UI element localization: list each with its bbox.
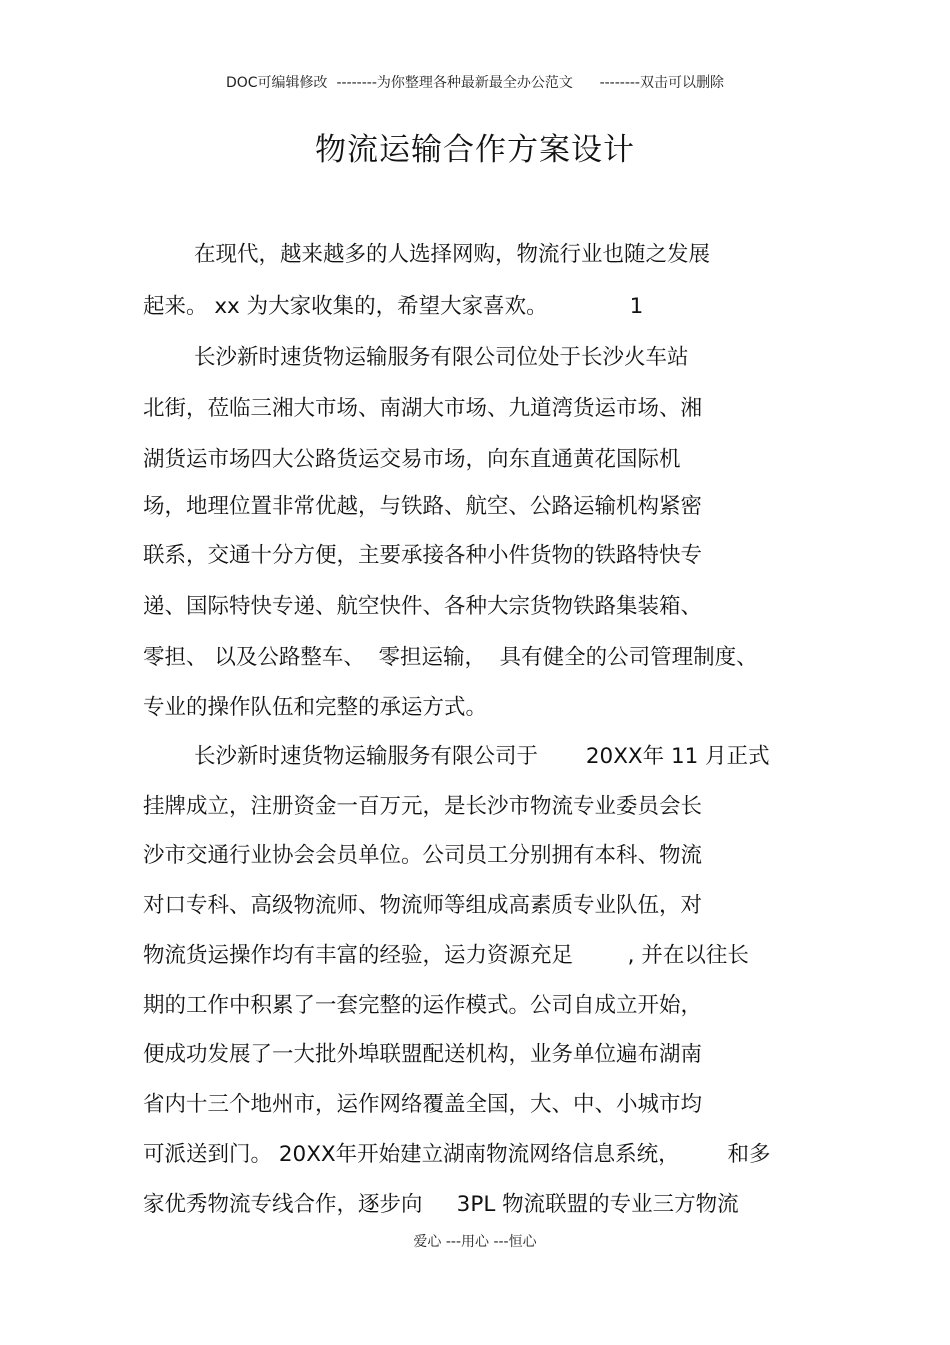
text-line: 递、国际特快专递、航空快件、各种大宗货物铁路集装箱、 [143, 594, 703, 619]
text-line: 对口专科、高级物流师、物流师等组成高素质专业队伍，对 [143, 893, 703, 918]
page-header: DOC可编辑修改 --------为你整理各种最新最全办公范文 --------双击可以删除 [225, 75, 724, 91]
text-line: 专业的操作队伍和完整的承运方式。 [143, 695, 488, 720]
text-line: 家优秀物流专线合作，逐步向 3PL 物流联盟的专业三方物流 [143, 1192, 739, 1217]
text-line: 长沙新时速货物运输服务有限公司于 20XX年 11 月正式 [194, 744, 770, 769]
text-line: 起来。 xx 为大家收集的，希望大家喜欢。 1 [143, 294, 644, 319]
text-line: 联系，交通十分方便，主要承接各种小件货物的铁路特快专 [143, 543, 703, 568]
text-line: 长沙新时速货物运输服务有限公司位处于长沙火车站 [194, 345, 689, 370]
text-line: 湖货运市场四大公路货运交易市场，向东直通黄花国际机 [143, 447, 681, 472]
text-line: 便成功发展了一大批外埠联盟配送机构，业务单位遍布湖南 [143, 1042, 703, 1067]
page-footer: 爱心 ---用心 ---恒心 [413, 1234, 537, 1250]
document-title: 物流运输合作方案设计 [315, 132, 635, 168]
text-line: 场，地理位置非常优越，与铁路、航空、公路运输机构紧密 [143, 494, 703, 519]
text-line: 沙市交通行业协会会员单位。公司员工分别拥有本科、物流 [143, 843, 703, 868]
text-line: 挂牌成立，注册资金一百万元，是长沙市物流专业委员会长 [143, 794, 703, 819]
text-line: 期的工作中积累了一套完整的运作模式。公司自成立开始， [143, 993, 703, 1018]
text-line: 可派送到门。 20XX年开始建立湖南物流网络信息系统， 和多 [143, 1142, 771, 1167]
text-line: 省内十三个地州市，运作网络覆盖全国，大、中、小城市均 [143, 1092, 703, 1117]
text-line: 物流货运操作均有丰富的经验，运力资源充足 , 并在以往长 [143, 943, 749, 968]
text-line: 在现代，越来越多的人选择网购，物流行业也随之发展 [194, 242, 711, 267]
text-line: 北街，莅临三湘大市场、南湖大市场、九道湾货运市场、湘 [143, 396, 703, 421]
text-line: 零担、 以及公路整车、 零担运输， 具有健全的公司管理制度、 [143, 645, 758, 670]
